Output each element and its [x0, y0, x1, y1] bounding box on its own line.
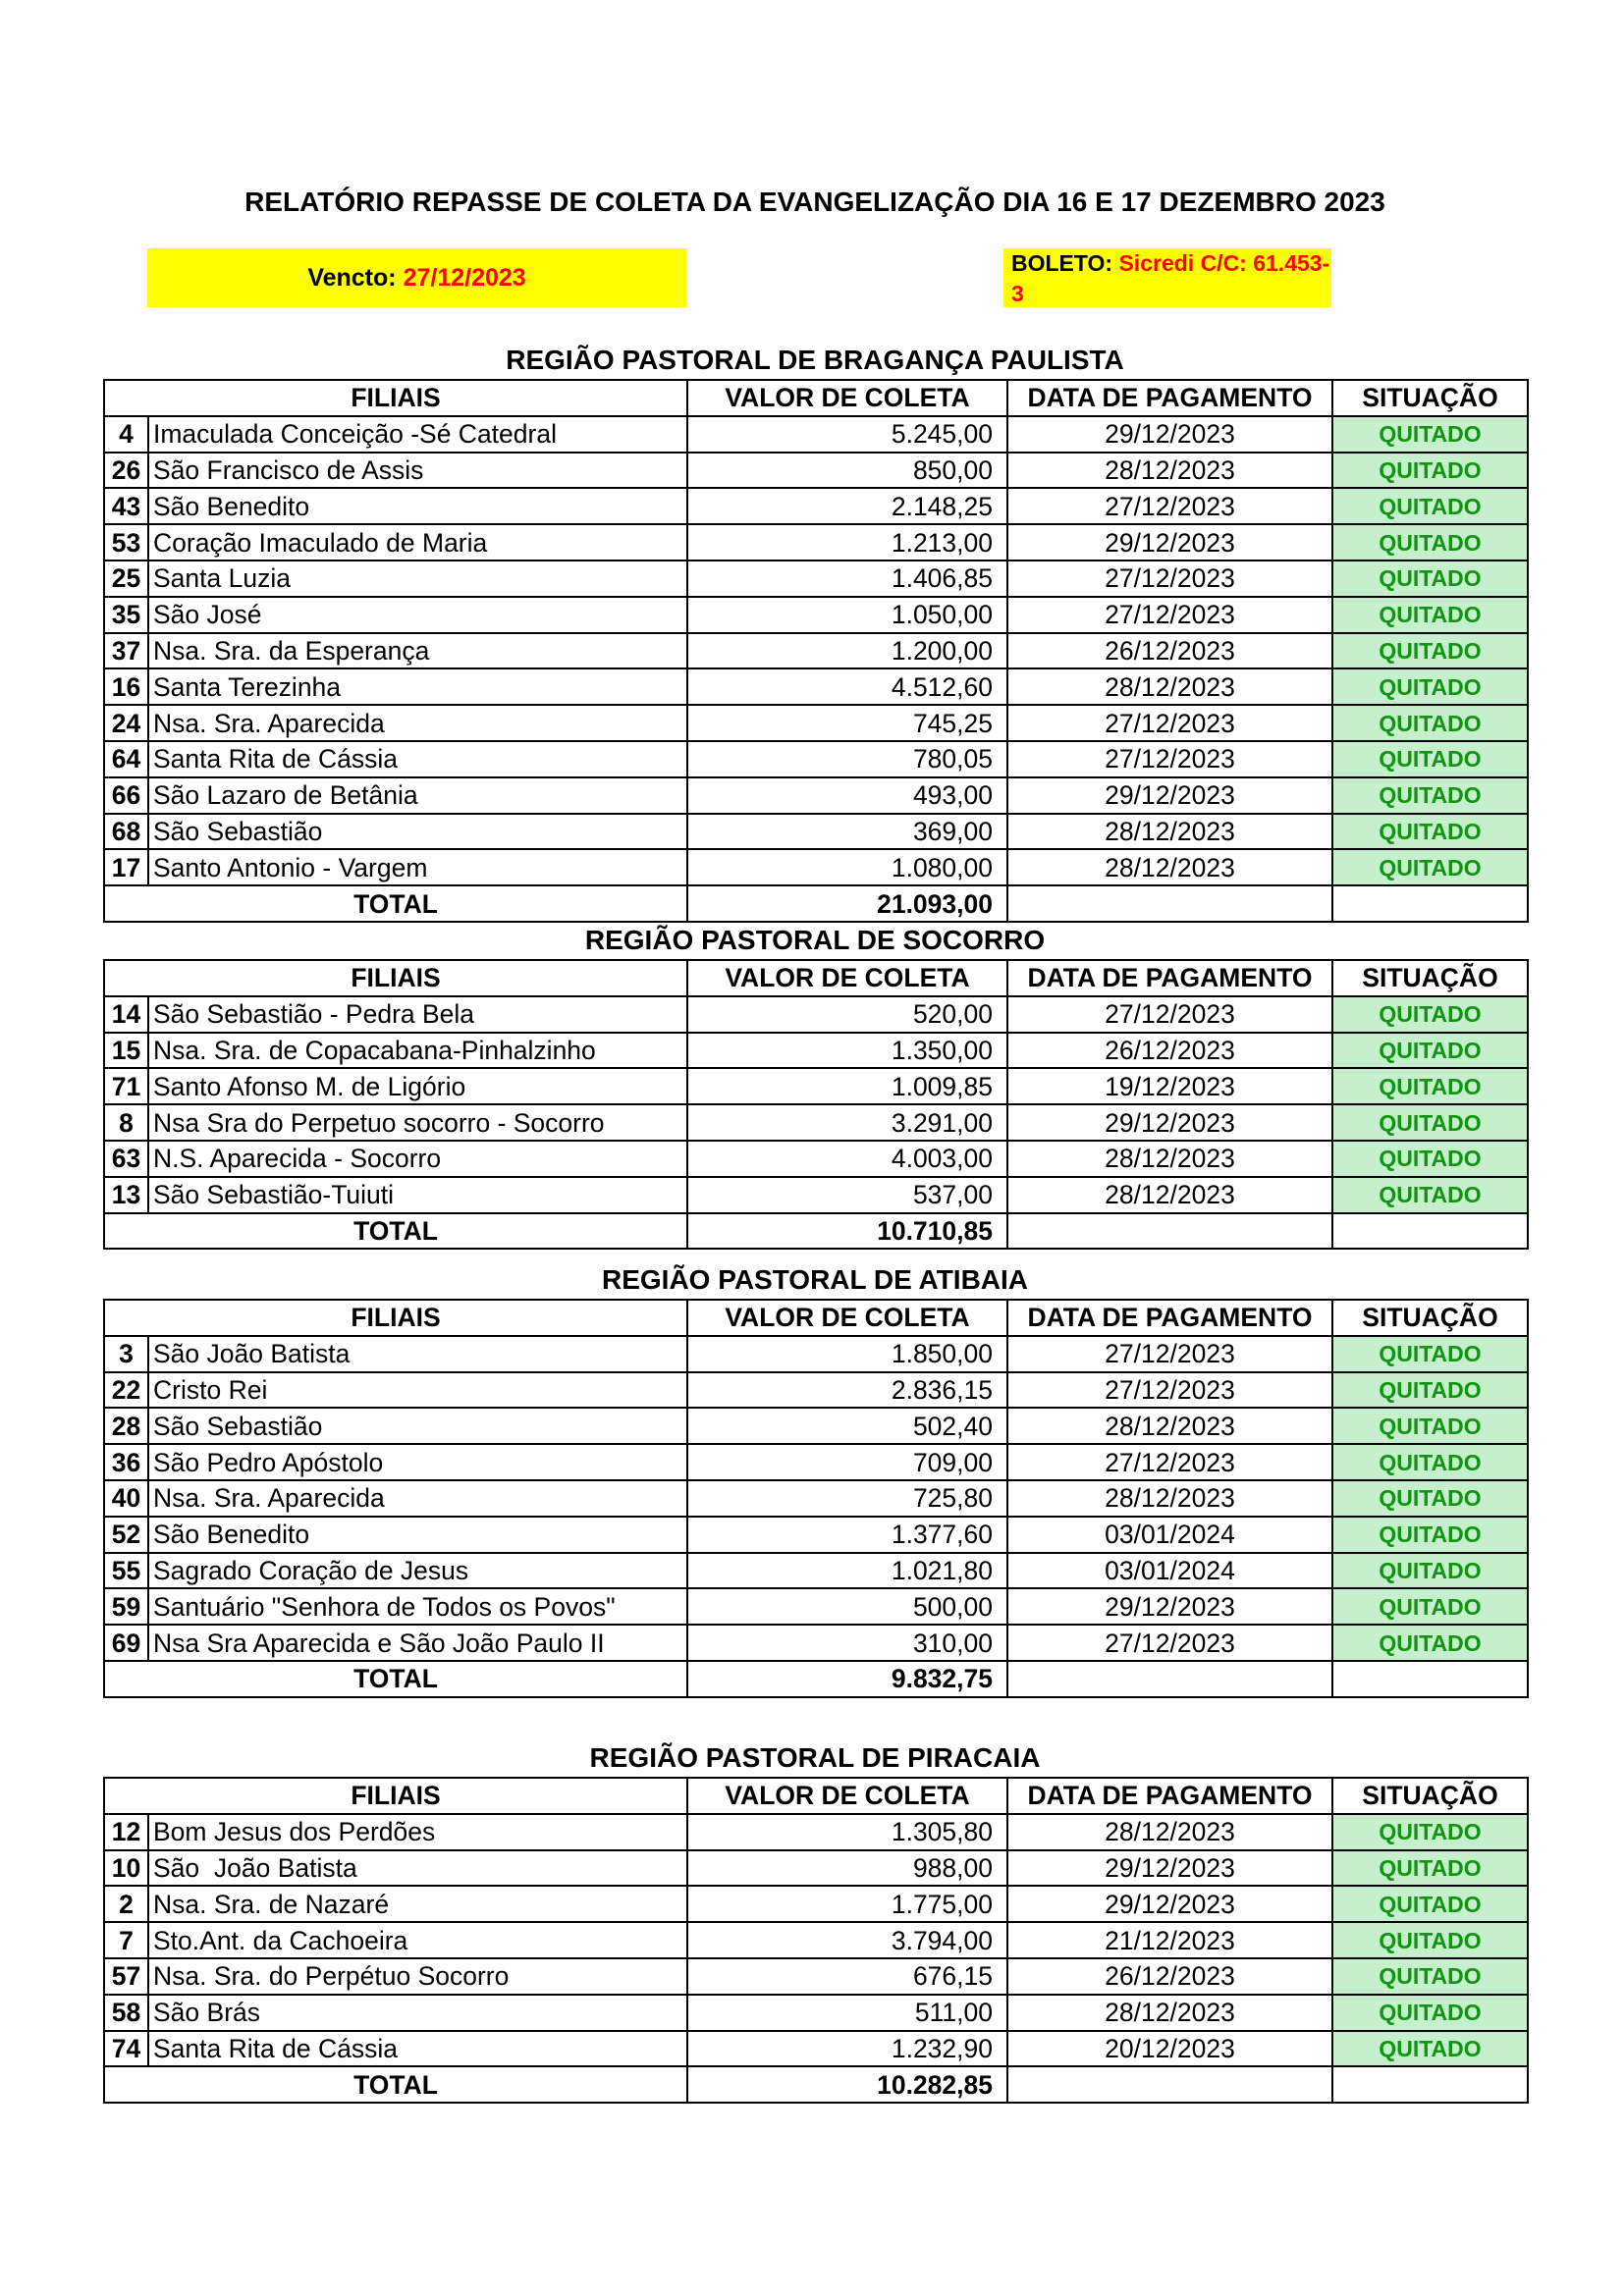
- header-data: DATA DE PAGAMENTO: [1007, 1300, 1332, 1336]
- boleto-box: [1003, 248, 1331, 307]
- collection-table: [103, 379, 1529, 923]
- status-badge: QUITADO: [1332, 668, 1528, 705]
- payment-date: 29/12/2023: [1007, 1850, 1332, 1887]
- table-row: [104, 1104, 1528, 1141]
- payment-date: 27/12/2023: [1007, 597, 1332, 633]
- collection-value: 676,15: [687, 1958, 1007, 1995]
- status-badge: QUITADO: [1332, 705, 1528, 741]
- parish-name: Imaculada Conceição -Sé Catedral: [148, 416, 687, 453]
- table-row: [104, 1958, 1528, 1995]
- boleto-line-2: 3: [1011, 281, 1024, 306]
- row-number: 55: [104, 1553, 148, 1589]
- collection-value: 500,00: [687, 1588, 1007, 1625]
- empty-cell: [1007, 1213, 1332, 1250]
- header-filiais: FILIAIS: [104, 960, 687, 996]
- total-label: TOTAL: [104, 2066, 687, 2103]
- collection-value: 520,00: [687, 996, 1007, 1033]
- payment-date: 19/12/2023: [1007, 1068, 1332, 1104]
- status-badge: QUITADO: [1332, 741, 1528, 777]
- parish-name: Santa Rita de Cássia: [148, 741, 687, 777]
- boleto-line-1: [1011, 248, 1331, 279]
- row-number: 2: [104, 1886, 148, 1922]
- table-row: [104, 1625, 1528, 1661]
- payment-date: 27/12/2023: [1007, 488, 1332, 524]
- collection-value: 850,00: [687, 453, 1007, 489]
- status-badge: QUITADO: [1332, 1958, 1528, 1995]
- status-badge: QUITADO: [1332, 777, 1528, 814]
- table-body: [104, 996, 1528, 1213]
- row-number: 43: [104, 488, 148, 524]
- collection-value: 1.232,90: [687, 2031, 1007, 2067]
- parish-name: Nsa Sra do Perpetuo socorro - Socorro: [148, 1104, 687, 1141]
- region-piracaia: [103, 1739, 1527, 2104]
- table-row: [104, 1177, 1528, 1213]
- row-number: 59: [104, 1588, 148, 1625]
- status-badge: QUITADO: [1332, 1814, 1528, 1850]
- status-badge: QUITADO: [1332, 1444, 1528, 1480]
- total-value: 21.093,00: [687, 885, 1007, 922]
- status-badge: QUITADO: [1332, 1995, 1528, 2031]
- status-badge: QUITADO: [1332, 1886, 1528, 1922]
- table-row: [104, 524, 1528, 561]
- parish-name: Bom Jesus dos Perdões: [148, 1814, 687, 1850]
- status-badge: QUITADO: [1332, 1408, 1528, 1444]
- row-number: 14: [104, 996, 148, 1033]
- collection-value: 2.836,15: [687, 1372, 1007, 1409]
- payment-date: 28/12/2023: [1007, 1995, 1332, 2031]
- table-row: [104, 1850, 1528, 1887]
- collection-value: 1.775,00: [687, 1886, 1007, 1922]
- status-badge: QUITADO: [1332, 814, 1528, 850]
- row-number: 15: [104, 1033, 148, 1069]
- parish-name: Nsa. Sra. Aparecida: [148, 1480, 687, 1517]
- payment-date: 28/12/2023: [1007, 849, 1332, 885]
- collection-value: 369,00: [687, 814, 1007, 850]
- empty-cell: [1007, 885, 1332, 922]
- header-data: DATA DE PAGAMENTO: [1007, 380, 1332, 416]
- row-number: 37: [104, 633, 148, 669]
- status-badge: QUITADO: [1332, 996, 1528, 1033]
- total-row: [104, 1213, 1528, 1250]
- parish-name: São José: [148, 597, 687, 633]
- parish-name: Coração Imaculado de Maria: [148, 524, 687, 561]
- row-number: 57: [104, 1958, 148, 1995]
- parish-name: Santuário "Senhora de Todos os Povos": [148, 1588, 687, 1625]
- header-row: [104, 1778, 1528, 1814]
- table-row: [104, 668, 1528, 705]
- payment-date: 29/12/2023: [1007, 524, 1332, 561]
- status-badge: QUITADO: [1332, 1177, 1528, 1213]
- table-body: [104, 1814, 1528, 2067]
- status-badge: QUITADO: [1332, 1922, 1528, 1958]
- payment-date: 29/12/2023: [1007, 1588, 1332, 1625]
- status-badge: QUITADO: [1332, 561, 1528, 597]
- table-row: [104, 1033, 1528, 1069]
- status-badge: QUITADO: [1332, 1068, 1528, 1104]
- status-badge: QUITADO: [1332, 849, 1528, 885]
- collection-table: [103, 959, 1529, 1250]
- header-row: [104, 380, 1528, 416]
- parish-name: Santo Afonso M. de Ligório: [148, 1068, 687, 1104]
- header-filiais: FILIAIS: [104, 1778, 687, 1814]
- header-valor: VALOR DE COLETA: [687, 1778, 1007, 1814]
- payment-date: 27/12/2023: [1007, 996, 1332, 1033]
- region-braganca-paulista: [103, 342, 1527, 923]
- due-date-label: Vencto:: [307, 263, 397, 292]
- table-row: [104, 1068, 1528, 1104]
- payment-date: 27/12/2023: [1007, 1625, 1332, 1661]
- header-row: [104, 1300, 1528, 1336]
- table-row: [104, 1336, 1528, 1372]
- status-badge: QUITADO: [1332, 633, 1528, 669]
- region-socorro: [103, 922, 1527, 1250]
- collection-value: 1.080,00: [687, 849, 1007, 885]
- payment-date: 27/12/2023: [1007, 1372, 1332, 1409]
- collection-value: 4.512,60: [687, 668, 1007, 705]
- parish-name: Nsa Sra Aparecida e São João Paulo II: [148, 1625, 687, 1661]
- row-number: 40: [104, 1480, 148, 1517]
- header-row: [104, 960, 1528, 996]
- due-date-box: [147, 248, 686, 307]
- payment-date: 29/12/2023: [1007, 1886, 1332, 1922]
- row-number: 24: [104, 705, 148, 741]
- collection-value: 1.021,80: [687, 1553, 1007, 1589]
- payment-date: 29/12/2023: [1007, 416, 1332, 453]
- region-title: REGIÃO PASTORAL DE PIRACAIA: [589, 1742, 1041, 1773]
- row-number: 4: [104, 416, 148, 453]
- collection-value: 1.305,80: [687, 1814, 1007, 1850]
- status-badge: QUITADO: [1332, 1033, 1528, 1069]
- row-number: 25: [104, 561, 148, 597]
- boleto-account: Sicredi C/C: 61.453-: [1118, 250, 1330, 276]
- row-number: 28: [104, 1408, 148, 1444]
- payment-date: 26/12/2023: [1007, 633, 1332, 669]
- collection-value: 709,00: [687, 1444, 1007, 1480]
- status-badge: QUITADO: [1332, 2031, 1528, 2067]
- row-number: 17: [104, 849, 148, 885]
- table-row: [104, 1408, 1528, 1444]
- status-badge: QUITADO: [1332, 597, 1528, 633]
- table-row: [104, 1444, 1528, 1480]
- empty-cell: [1007, 2066, 1332, 2103]
- parish-name: São Sebastião - Pedra Bela: [148, 996, 687, 1033]
- status-badge: QUITADO: [1332, 1104, 1528, 1141]
- row-number: 36: [104, 1444, 148, 1480]
- parish-name: São Brás: [148, 1995, 687, 2031]
- collection-value: 745,25: [687, 705, 1007, 741]
- parish-name: São João Batista: [148, 1850, 687, 1887]
- row-number: 63: [104, 1141, 148, 1177]
- table-row: [104, 849, 1528, 885]
- table-row: [104, 1886, 1528, 1922]
- payment-date: 28/12/2023: [1007, 668, 1332, 705]
- header-filiais: FILIAIS: [104, 1300, 687, 1336]
- collection-table: [103, 1299, 1529, 1698]
- row-number: 69: [104, 1625, 148, 1661]
- collection-value: 780,05: [687, 741, 1007, 777]
- payment-date: 28/12/2023: [1007, 453, 1332, 489]
- payment-date: 27/12/2023: [1007, 1336, 1332, 1372]
- status-badge: QUITADO: [1332, 524, 1528, 561]
- collection-value: 3.291,00: [687, 1104, 1007, 1141]
- report-title: RELATÓRIO REPASSE DE COLETA DA EVANGELIZAÇÃO DIA 16 E 17 DEZEMBRO 2023: [244, 187, 1385, 217]
- status-badge: QUITADO: [1332, 453, 1528, 489]
- payment-date: 03/01/2024: [1007, 1553, 1332, 1589]
- collection-value: 310,00: [687, 1625, 1007, 1661]
- empty-cell: [1007, 1661, 1332, 1697]
- header-valor: VALOR DE COLETA: [687, 1300, 1007, 1336]
- collection-value: 5.245,00: [687, 416, 1007, 453]
- collection-value: 1.377,60: [687, 1517, 1007, 1553]
- table-row: [104, 705, 1528, 741]
- status-badge: QUITADO: [1332, 1372, 1528, 1409]
- payment-date: 28/12/2023: [1007, 1814, 1332, 1850]
- status-badge: QUITADO: [1332, 1850, 1528, 1887]
- row-number: 35: [104, 597, 148, 633]
- collection-value: 502,40: [687, 1408, 1007, 1444]
- table-row: [104, 1995, 1528, 2031]
- collection-value: 537,00: [687, 1177, 1007, 1213]
- status-badge: QUITADO: [1332, 488, 1528, 524]
- table-body: [104, 416, 1528, 885]
- status-badge: QUITADO: [1332, 1588, 1528, 1625]
- collection-value: 4.003,00: [687, 1141, 1007, 1177]
- table-row: [104, 1372, 1528, 1409]
- header-data: DATA DE PAGAMENTO: [1007, 960, 1332, 996]
- parish-name: Nsa. Sra. de Copacabana-Pinhalzinho: [148, 1033, 687, 1069]
- row-number: 22: [104, 1372, 148, 1409]
- region-title: REGIÃO PASTORAL DE SOCORRO: [584, 925, 1046, 955]
- total-row: [104, 1661, 1528, 1697]
- collection-value: 511,00: [687, 1995, 1007, 2031]
- table-row: [104, 1588, 1528, 1625]
- empty-cell: [1332, 2066, 1528, 2103]
- row-number: 10: [104, 1850, 148, 1887]
- collection-value: 1.350,00: [687, 1033, 1007, 1069]
- header-valor: VALOR DE COLETA: [687, 960, 1007, 996]
- row-number: 66: [104, 777, 148, 814]
- parish-name: Santa Rita de Cássia: [148, 2031, 687, 2067]
- row-number: 74: [104, 2031, 148, 2067]
- collection-value: 988,00: [687, 1850, 1007, 1887]
- row-number: 7: [104, 1922, 148, 1958]
- collection-table: [103, 1777, 1529, 2104]
- table-row: [104, 561, 1528, 597]
- region-title: REGIÃO PASTORAL DE BRAGANÇA PAULISTA: [506, 345, 1124, 375]
- payment-date: 26/12/2023: [1007, 1033, 1332, 1069]
- parish-name: Cristo Rei: [148, 1372, 687, 1409]
- parish-name: São Sebastião: [148, 814, 687, 850]
- collection-value: 3.794,00: [687, 1922, 1007, 1958]
- parish-name: Nsa. Sra. do Perpétuo Socorro: [148, 1958, 687, 1995]
- boleto-label: BOLETO:: [1011, 250, 1113, 276]
- header-data: DATA DE PAGAMENTO: [1007, 1778, 1332, 1814]
- table-body: [104, 1336, 1528, 1661]
- collection-value: 493,00: [687, 777, 1007, 814]
- region-title: REGIÃO PASTORAL DE ATIBAIA: [601, 1264, 1029, 1295]
- region-atibaia: [103, 1261, 1527, 1698]
- table-row: [104, 741, 1528, 777]
- payment-date: 27/12/2023: [1007, 561, 1332, 597]
- collection-value: 725,80: [687, 1480, 1007, 1517]
- table-row: [104, 996, 1528, 1033]
- table-row: [104, 1517, 1528, 1553]
- collection-value: 2.148,25: [687, 488, 1007, 524]
- payment-date: 29/12/2023: [1007, 1104, 1332, 1141]
- payment-date: 28/12/2023: [1007, 1408, 1332, 1444]
- table-row: [104, 416, 1528, 453]
- total-value: 9.832,75: [687, 1661, 1007, 1697]
- row-number: 58: [104, 1995, 148, 2031]
- status-badge: QUITADO: [1332, 1480, 1528, 1517]
- payment-date: 03/01/2024: [1007, 1517, 1332, 1553]
- table-row: [104, 1480, 1528, 1517]
- total-value: 10.710,85: [687, 1213, 1007, 1250]
- parish-name: São Sebastião: [148, 1408, 687, 1444]
- total-label: TOTAL: [104, 1213, 687, 1250]
- parish-name: Sagrado Coração de Jesus: [148, 1553, 687, 1589]
- total-row: [104, 885, 1528, 922]
- row-number: 64: [104, 741, 148, 777]
- table-row: [104, 777, 1528, 814]
- parish-name: Nsa. Sra. da Esperança: [148, 633, 687, 669]
- header-valor: VALOR DE COLETA: [687, 380, 1007, 416]
- parish-name: São Benedito: [148, 1517, 687, 1553]
- status-badge: QUITADO: [1332, 1336, 1528, 1372]
- total-row: [104, 2066, 1528, 2103]
- row-number: 68: [104, 814, 148, 850]
- payment-date: 28/12/2023: [1007, 1141, 1332, 1177]
- row-number: 12: [104, 1814, 148, 1850]
- row-number: 3: [104, 1336, 148, 1372]
- payment-date: 21/12/2023: [1007, 1922, 1332, 1958]
- empty-cell: [1332, 885, 1528, 922]
- parish-name: Nsa. Sra. de Nazaré: [148, 1886, 687, 1922]
- parish-name: Nsa. Sra. Aparecida: [148, 705, 687, 741]
- table-row: [104, 488, 1528, 524]
- payment-date: 28/12/2023: [1007, 814, 1332, 850]
- row-number: 71: [104, 1068, 148, 1104]
- parish-name: São João Batista: [148, 1336, 687, 1372]
- collection-value: 1.850,00: [687, 1336, 1007, 1372]
- collection-value: 1.009,85: [687, 1068, 1007, 1104]
- payment-date: 28/12/2023: [1007, 1177, 1332, 1213]
- table-row: [104, 1922, 1528, 1958]
- status-badge: QUITADO: [1332, 1141, 1528, 1177]
- total-label: TOTAL: [104, 1661, 687, 1697]
- row-number: 26: [104, 453, 148, 489]
- empty-cell: [1332, 1661, 1528, 1697]
- payment-date: 27/12/2023: [1007, 741, 1332, 777]
- payment-date: 26/12/2023: [1007, 1958, 1332, 1995]
- parish-name: Santo Antonio - Vargem: [148, 849, 687, 885]
- header-situacao: SITUAÇÃO: [1332, 1778, 1528, 1814]
- header-situacao: SITUAÇÃO: [1332, 960, 1528, 996]
- collection-value: 1.200,00: [687, 633, 1007, 669]
- table-row: [104, 814, 1528, 850]
- table-row: [104, 1141, 1528, 1177]
- table-row: [104, 1553, 1528, 1589]
- row-number: 8: [104, 1104, 148, 1141]
- collection-value: 1.213,00: [687, 524, 1007, 561]
- parish-name: Sto.Ant. da Cachoeira: [148, 1922, 687, 1958]
- table-row: [104, 597, 1528, 633]
- header-filiais: FILIAIS: [104, 380, 687, 416]
- header-situacao: SITUAÇÃO: [1332, 380, 1528, 416]
- table-row: [104, 1814, 1528, 1850]
- table-row: [104, 453, 1528, 489]
- table-row: [104, 633, 1528, 669]
- payment-date: 29/12/2023: [1007, 777, 1332, 814]
- empty-cell: [1332, 1213, 1528, 1250]
- parish-name: Santa Luzia: [148, 561, 687, 597]
- parish-name: São Sebastião-Tuiuti: [148, 1177, 687, 1213]
- payment-date: 20/12/2023: [1007, 2031, 1332, 2067]
- header-situacao: SITUAÇÃO: [1332, 1300, 1528, 1336]
- parish-name: São Francisco de Assis: [148, 453, 687, 489]
- payment-date: 28/12/2023: [1007, 1480, 1332, 1517]
- row-number: 16: [104, 668, 148, 705]
- row-number: 53: [104, 524, 148, 561]
- table-row: [104, 2031, 1528, 2067]
- payment-date: 27/12/2023: [1007, 705, 1332, 741]
- parish-name: São Benedito: [148, 488, 687, 524]
- parish-name: Santa Terezinha: [148, 668, 687, 705]
- collection-value: 1.050,00: [687, 597, 1007, 633]
- status-badge: QUITADO: [1332, 1553, 1528, 1589]
- status-badge: QUITADO: [1332, 416, 1528, 453]
- status-badge: QUITADO: [1332, 1517, 1528, 1553]
- status-badge: QUITADO: [1332, 1625, 1528, 1661]
- collection-value: 1.406,85: [687, 561, 1007, 597]
- payment-date: 27/12/2023: [1007, 1444, 1332, 1480]
- row-number: 13: [104, 1177, 148, 1213]
- total-value: 10.282,85: [687, 2066, 1007, 2103]
- row-number: 52: [104, 1517, 148, 1553]
- parish-name: São Pedro Apóstolo: [148, 1444, 687, 1480]
- parish-name: N.S. Aparecida - Socorro: [148, 1141, 687, 1177]
- due-date-value: 27/12/2023: [403, 263, 526, 292]
- parish-name: São Lazaro de Betânia: [148, 777, 687, 814]
- total-label: TOTAL: [104, 885, 687, 922]
